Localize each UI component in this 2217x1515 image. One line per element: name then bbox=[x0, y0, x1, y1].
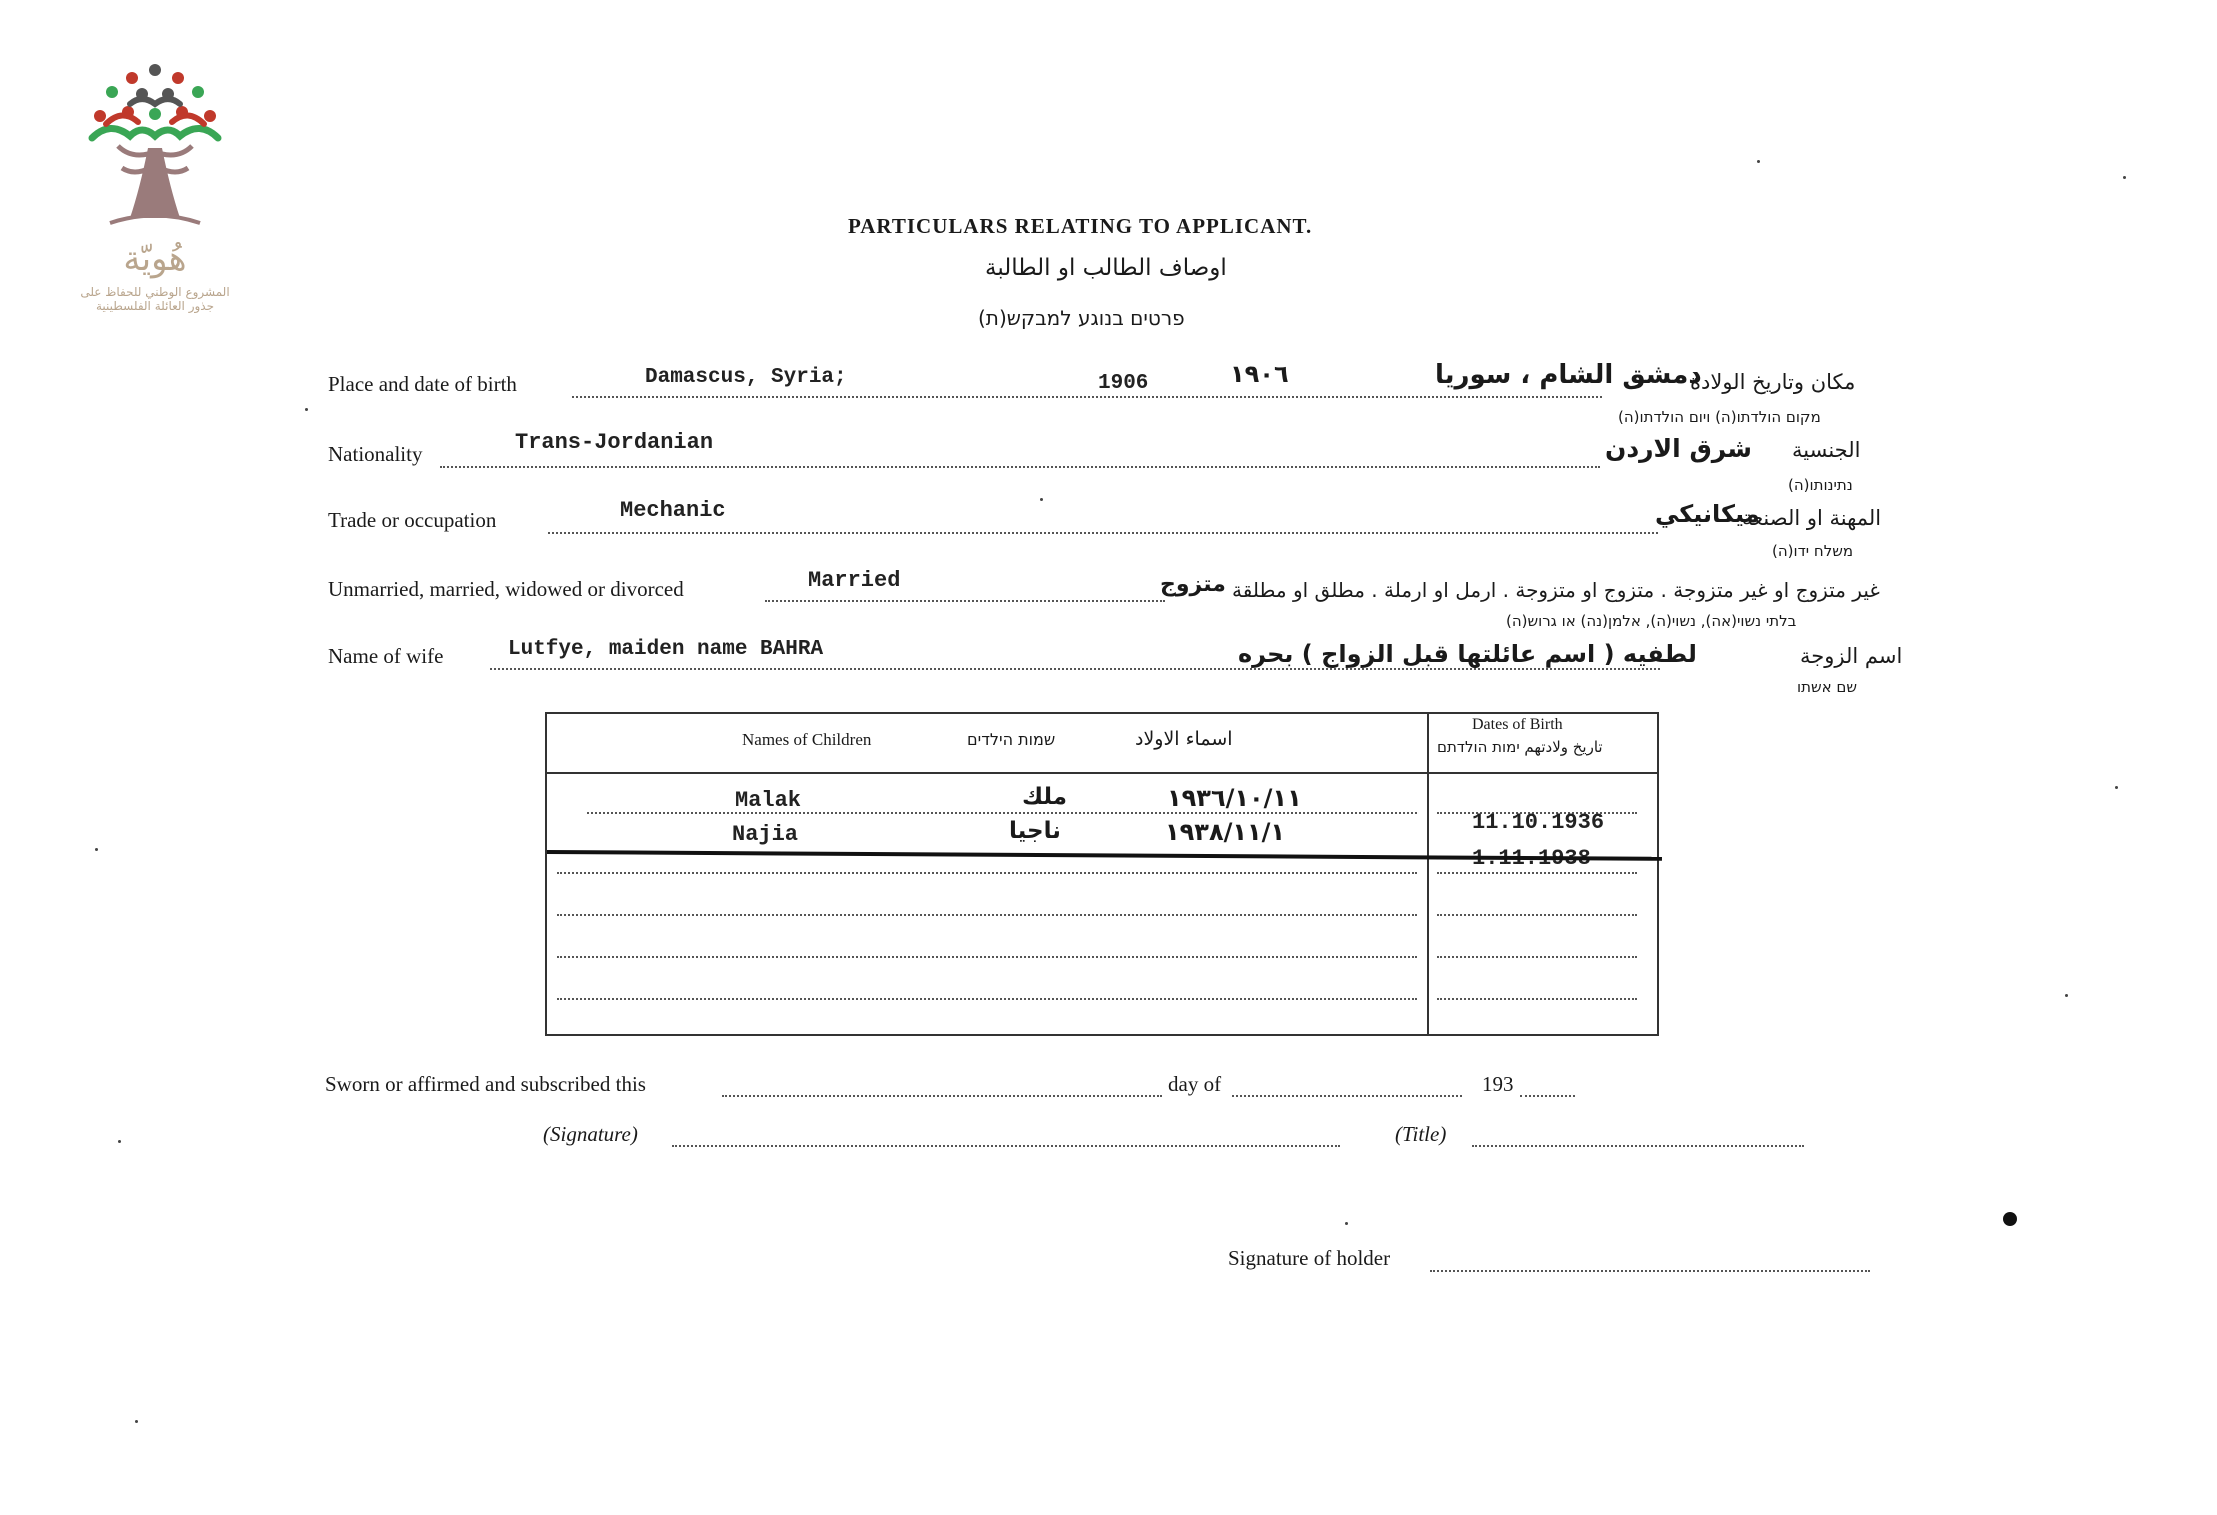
birth-label-arabic: مكان وتاريخ الولادة bbox=[1690, 370, 1856, 394]
birth-year-value: 1906 bbox=[1098, 372, 1149, 395]
year-dotted-line bbox=[1520, 1095, 1575, 1097]
birth-label-hebrew: מקום הולדתו(ה) ויום הולדתו(ה) bbox=[1618, 408, 1821, 426]
child-name-en: Najia bbox=[732, 822, 799, 847]
title-label: (Title) bbox=[1395, 1122, 1447, 1146]
occupation-label-hebrew: משלח ידו(ה) bbox=[1772, 542, 1854, 560]
marital-status-label: Unmarried, married, widowed or divorced bbox=[328, 577, 684, 601]
wife-label-arabic: اسم الزوجة bbox=[1800, 644, 1903, 668]
title-dotted-line bbox=[1472, 1145, 1804, 1147]
organization-logo bbox=[70, 58, 240, 328]
scan-speck bbox=[305, 408, 308, 411]
logo-tagline-1: المشروع الوطني للحفاظ على bbox=[80, 285, 230, 299]
nationality-value: Trans-Jordanian bbox=[515, 430, 714, 455]
table-header-divider bbox=[547, 772, 1657, 774]
scan-speck bbox=[135, 1420, 138, 1423]
birth-label: Place and date of birth bbox=[328, 372, 517, 396]
table-row-line-4 bbox=[557, 914, 1417, 916]
tree-logo-icon bbox=[70, 58, 240, 238]
holder-signature-dotted-line bbox=[1430, 1270, 1870, 1272]
sworn-dotted-line-2 bbox=[1232, 1095, 1462, 1097]
nationality-dotted-line bbox=[440, 466, 1600, 468]
sworn-label: Sworn or affirmed and subscribed this bbox=[325, 1072, 646, 1096]
scan-speck bbox=[1757, 160, 1760, 163]
marital-label-arabic: غير متزوج او غير متزوجة . متزوج او متزوجة . ارمل او ارملة . مطلق او مطلقة bbox=[1232, 578, 1880, 602]
marital-dotted-line bbox=[765, 600, 1165, 602]
children-header-en: Names of Children bbox=[742, 730, 872, 749]
scan-speck bbox=[118, 1140, 121, 1143]
punch-hole-mark bbox=[2003, 1212, 2017, 1226]
scan-speck bbox=[2115, 786, 2118, 789]
wife-label-hebrew: שם אשתו bbox=[1797, 678, 1857, 696]
nationality-arabic-value: شرق الاردن bbox=[1605, 434, 1752, 463]
occupation-value: Mechanic bbox=[620, 498, 726, 523]
occupation-label-arabic: المهنة او الصنعة bbox=[1742, 506, 1882, 530]
form-title-hebrew: פרטים בנוגע למבקש(ת) bbox=[978, 306, 1185, 330]
child-name-ar: ناجيا bbox=[1009, 818, 1061, 844]
table-row-line-5b bbox=[1437, 956, 1637, 958]
logo-tagline-2: جذور العائلة الفلسطينية bbox=[96, 299, 214, 313]
nationality-label-hebrew: נתינותו(ה) bbox=[1788, 476, 1853, 494]
marital-status-value: Married bbox=[808, 568, 901, 593]
form-title: PARTICULARS RELATING TO APPLICANT. bbox=[848, 214, 1313, 238]
scan-speck bbox=[1345, 1222, 1348, 1225]
scan-speck bbox=[1040, 498, 1043, 501]
wife-dotted-line bbox=[490, 668, 1660, 670]
table-row-line-6 bbox=[557, 998, 1417, 1000]
table-row-line-3 bbox=[557, 872, 1417, 874]
nationality-label-arabic: الجنسية bbox=[1792, 438, 1861, 462]
signature-dotted-line bbox=[672, 1145, 1340, 1147]
marital-label-hebrew: בלתי נשוי(אה), נשוי(ה), אלמן(נה) או גרוש(ה) bbox=[1506, 612, 1797, 630]
wife-value: Lutfye, maiden name BAHRA bbox=[508, 638, 824, 661]
form-title-arabic: اوصاف الطالب او الطالبة bbox=[985, 255, 1227, 281]
children-header-he: שמות הילדים bbox=[967, 730, 1056, 749]
wife-arabic-value: لطفيه ( اسم عائلتها قبل الزواج ) بحره bbox=[1238, 640, 1697, 668]
occupation-dotted-line bbox=[548, 532, 1658, 534]
birth-dotted-line bbox=[572, 396, 1602, 398]
scan-speck bbox=[95, 848, 98, 851]
table-row-line-5 bbox=[557, 956, 1417, 958]
child-date-ar: ١٩٣٦/١٠/١١ bbox=[1167, 784, 1302, 812]
occupation-arabic-value: ميكانيكي bbox=[1655, 500, 1760, 528]
birth-arabic-value: دمشق الشام ، سوريا bbox=[1435, 360, 1702, 390]
table-row-line-6b bbox=[1437, 998, 1637, 1000]
table-row-line-3b bbox=[1437, 872, 1637, 874]
occupation-label: Trade or occupation bbox=[328, 508, 497, 532]
table-column-divider bbox=[1427, 714, 1429, 1034]
dates-header-en: Dates of Birth bbox=[1472, 716, 1563, 733]
child-date-ar: ١٩٣٨/١١/١ bbox=[1165, 818, 1286, 846]
signature-label: (Signature) bbox=[543, 1122, 638, 1146]
day-of-label: day of bbox=[1168, 1072, 1222, 1096]
logo-brand-text: هُويّة bbox=[123, 239, 187, 279]
children-header-ar: اسماء الاولاد bbox=[1135, 728, 1233, 750]
child-name-en: Malak bbox=[735, 788, 802, 813]
table-row-line-1 bbox=[587, 812, 1417, 814]
birth-value: Damascus, Syria; bbox=[645, 366, 847, 389]
wife-label: Name of wife bbox=[328, 644, 444, 668]
scan-speck bbox=[2123, 176, 2126, 179]
sworn-dotted-line-1 bbox=[722, 1095, 1162, 1097]
table-row-line-4b bbox=[1437, 914, 1637, 916]
birth-year-arabic-value: ١٩٠٦ bbox=[1230, 360, 1289, 388]
child-name-ar: ملك bbox=[1022, 784, 1068, 810]
marital-arabic-value: متزوج bbox=[1160, 572, 1226, 597]
dates-header-ar-he: تاريخ ولادتهم ימות הולדתם bbox=[1437, 738, 1603, 756]
child-birth-date: 11.10.1936 bbox=[1472, 810, 1605, 835]
nationality-label: Nationality bbox=[328, 442, 423, 466]
scan-speck bbox=[2065, 994, 2068, 997]
year-prefix: 193 bbox=[1482, 1072, 1514, 1096]
children-table bbox=[545, 712, 1659, 1036]
holder-signature-label: Signature of holder bbox=[1228, 1246, 1391, 1270]
